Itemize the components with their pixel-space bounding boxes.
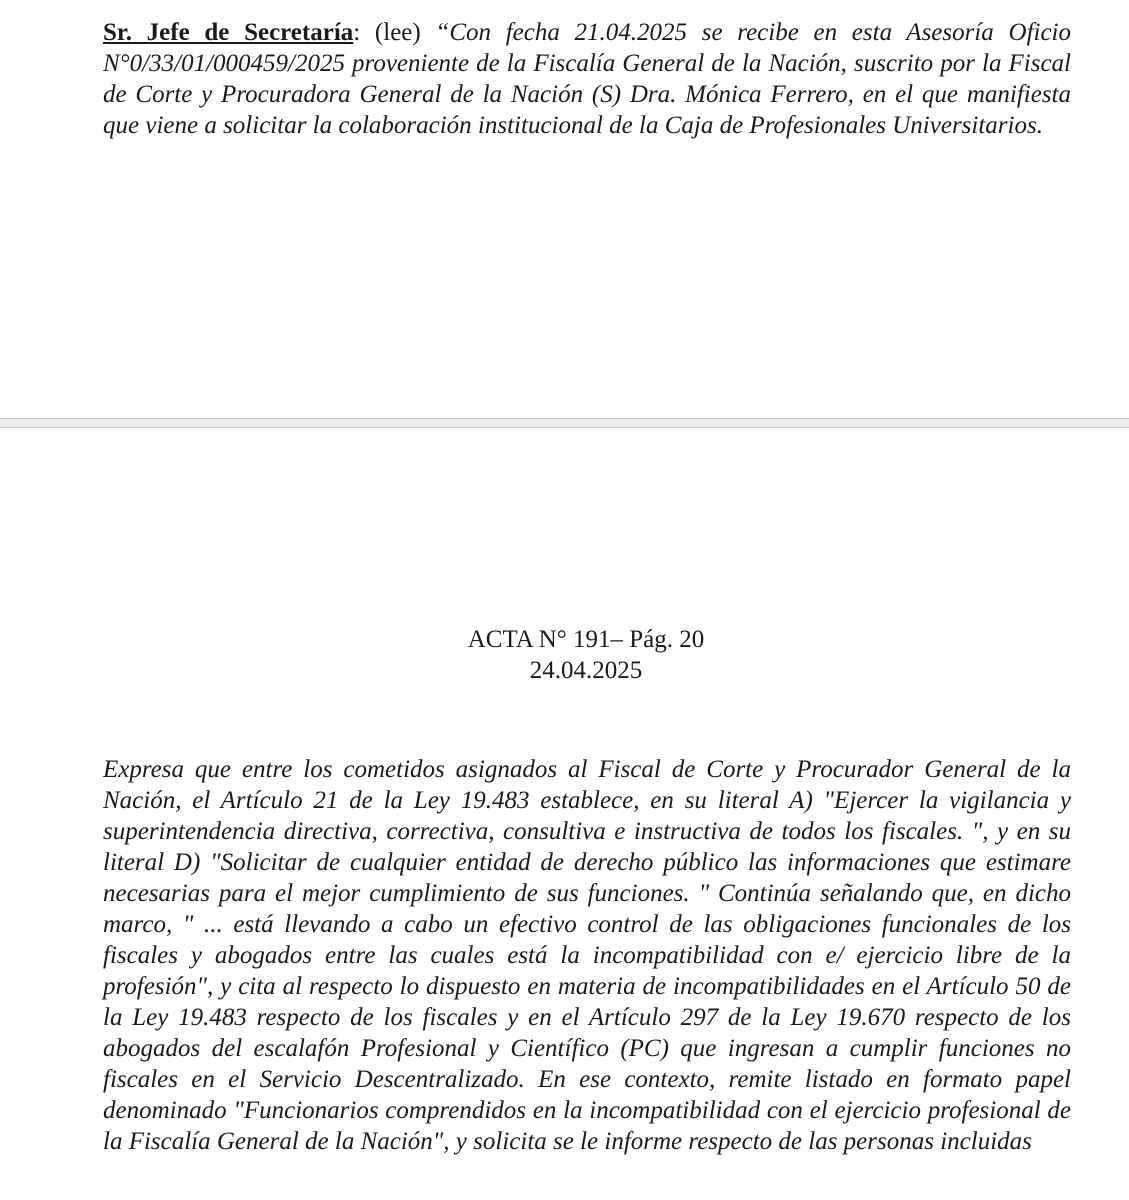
minutes-paragraph-secretary [103,17,1071,141]
quoted-text: “Con fecha 21.04.2025 se recibe en esta Asesoría Oficio N°0/33/01/000459/2025 proveniente de la Fiscalía General de la Nación, suscrito por la Fiscal de Corte y Procuradora General de la Nación (S) Dra. Mónica Ferrero, en el que manifiesta que viene a solicitar la colaboración institucional de la Caja de Profesionales Universitarios. [103,19,1071,139]
page-break-separator [0,418,1129,428]
page-header [0,624,1129,686]
speaker-action: : (lee) [353,19,436,46]
acta-page-title: ACTA N° 191– Pág. 20 [467,626,705,653]
document-page-top [0,0,1129,418]
minutes-paragraph-body: Expresa que entre los cometidos asignados al Fiscal de Corte y Procurador General de la Nación, el Artículo 21 de la Ley 19.483 establece, en su literal A) "Ejercer la vigilancia y superintendencia directiva, correctiva, consultiva e instructiva de todos los fiscales. ", y en su literal D) "Solicitar de cualquier entidad de derecho público las informaciones que estimare necesarias para el mejor cumplimiento de sus funciones. " Continúa señalando que, en dicho marco, " ... está llevando a cabo un efectivo control de las obligaciones funcionales de los fiscales y abogados entre las cuales está la incompatibilidad con e/ ejercicio libre de la profesión", y cita al respecto lo dispuesto en materia de incompatibilidades en el Artículo 50 de la Ley 19.483 respecto de los fiscales y en el Artículo 297 de la Ley 19.670 respecto de los abogados del escalafón Profesional y Científico (PC) que ingresan a cumplir funciones no fiscales en el Servicio Descentralizado. En ese contexto, remite listado en formato papel denominado "Funcionarios comprendidos en la incompatibilidad con el ejercicio profesional de la Fiscalía General de la Nación", y solicita se le informe respecto de las personas incluidas [103,756,1071,1155]
document-page-bottom [0,428,1129,1200]
acta-date: 24.04.2025 [529,657,643,684]
speaker-label: Sr. Jefe de Secretaría [103,19,354,46]
